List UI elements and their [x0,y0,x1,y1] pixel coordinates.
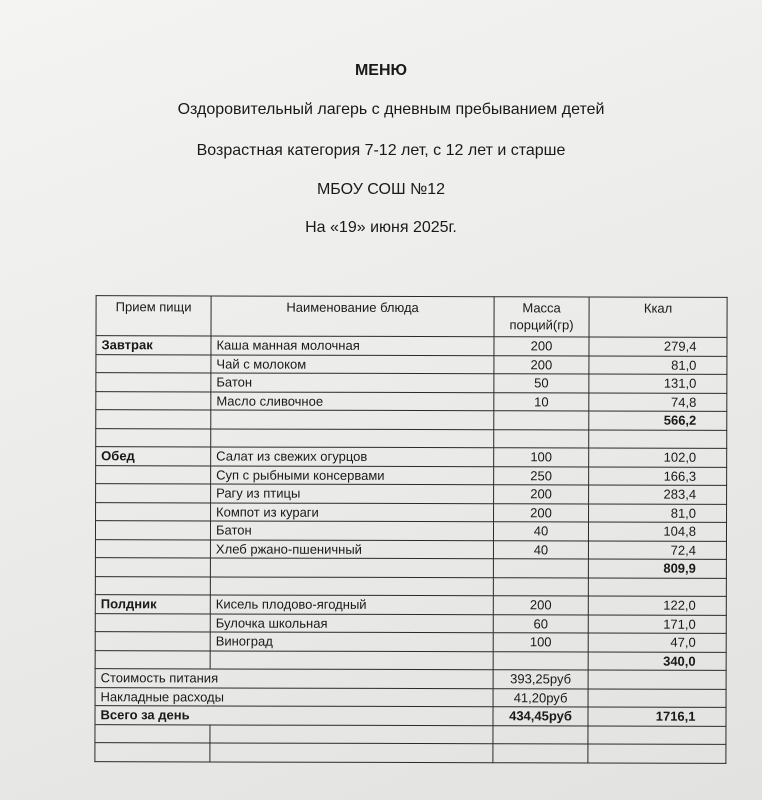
table-row [96,354,727,374]
kcal-cell: 102,0 [589,448,727,467]
mass-cell [493,651,588,670]
header-mass-line2: порций(гр) [509,317,574,333]
table-row [96,465,727,485]
kcal-cell: 81,0 [589,503,727,522]
table-total-row [95,650,726,670]
mass-cell [494,411,589,430]
summary-label: Накладные расходы [95,687,493,707]
meal-cell [96,465,211,484]
meal-cell [95,576,210,595]
meal-cell [95,613,210,632]
table-row [95,595,726,615]
mass-cell: 100 [493,633,588,652]
empty-cell [588,744,726,763]
meal-cell [96,354,211,373]
meal-cell [95,650,210,669]
mass-cell: 60 [493,614,588,633]
empty-cell [210,743,493,762]
kcal-cell: 47,0 [588,633,726,652]
summary-kcal [588,670,726,689]
kcal-cell: 166,3 [589,466,727,485]
summary-value: 434,45руб [493,707,588,726]
table-row [96,336,727,356]
empty-cell [210,724,493,743]
meal-cell [95,521,210,540]
summary-label: Всего за день [95,706,493,726]
kcal-cell [589,429,727,448]
summary-kcal [588,688,726,707]
summary-label: Стоимость питания [95,669,493,689]
kcal-cell: 340,0 [588,651,726,670]
empty-cell [493,725,588,744]
meal-cell [96,410,211,429]
meal-cell [95,539,210,558]
kcal-cell: 74,8 [589,392,727,411]
mass-cell: 200 [494,337,589,356]
dish-cell: Хлеб ржано-пшеничный [210,539,493,558]
mass-cell: 250 [494,466,589,485]
dish-cell: Каша манная молочная [211,336,494,355]
meal-cell [96,502,211,521]
kcal-cell [588,577,726,596]
table-spacer-row [95,724,726,744]
empty-cell [493,744,588,763]
table-row [95,521,726,541]
kcal-cell: 104,8 [588,522,726,541]
kcal-cell: 131,0 [589,374,727,393]
mass-cell: 40 [493,522,588,541]
mass-cell: 50 [494,374,589,393]
kcal-cell: 72,4 [588,540,726,559]
meal-cell [95,632,210,651]
header-mass-line1: Масса [522,300,561,316]
mass-cell: 200 [494,355,589,374]
dish-cell: Батон [210,521,493,540]
dish-cell: Суп с рыбными консервами [211,465,494,484]
meal-cell: Завтрак [96,336,211,355]
table-spacer-row [95,576,726,596]
summary-kcal: 1716,1 [588,707,726,726]
mass-cell [494,429,589,448]
empty-cell [95,743,210,762]
summary-value: 41,20руб [493,688,588,707]
summary-row [95,706,726,726]
header-dish: Наименование блюда [211,296,494,337]
table-row [95,632,726,652]
mass-cell: 200 [494,503,589,522]
table-row [96,391,727,411]
document-title: МЕНЮ [354,62,408,79]
mass-cell [493,577,588,596]
table-spacer-row [95,743,726,763]
empty-cell [588,725,726,744]
dish-cell [211,410,494,429]
empty-cell [95,724,210,743]
age-category: Возрастная категория 7-12 лет, с 12 лет и старше [196,142,566,159]
table-total-row [96,410,727,430]
mass-cell: 200 [494,485,589,504]
school-name: МБОУ СОШ №12 [316,181,446,198]
meal-cell [96,391,211,410]
dish-cell: Чай с молоком [211,354,494,373]
kcal-cell: 171,0 [588,614,726,633]
table-total-row [95,558,726,578]
mass-cell: 10 [494,392,589,411]
dish-cell [210,650,493,669]
meal-cell [96,428,211,447]
dish-cell: Рагу из птицы [211,484,494,503]
summary-row [95,669,726,689]
dish-cell: Масло сливочное [211,391,494,410]
meal-cell [95,558,210,577]
camp-name: Оздоровительный лагерь с дневным пребыванием детей [177,101,605,118]
menu-table [94,295,727,763]
table-row [96,484,727,504]
dish-cell [211,428,494,447]
kcal-cell: 809,9 [588,559,726,578]
mass-cell [493,559,588,578]
table-header-row [96,296,727,338]
kcal-cell: 279,4 [589,337,727,356]
dish-cell: Виноград [210,632,493,651]
kcal-cell: 81,0 [589,355,727,374]
summary-value: 393,25руб [493,670,588,689]
mass-cell: 200 [493,596,588,615]
dish-cell: Кисель плодово-ягодный [210,595,493,614]
menu-body [95,336,727,763]
summary-row [95,687,726,707]
meal-cell: Полдник [95,595,210,614]
table-spacer-row [96,428,727,448]
header-mass [494,297,589,337]
table-row [96,447,727,467]
dish-cell [210,558,493,577]
kcal-cell: 283,4 [589,485,727,504]
dish-cell: Булочка школьная [210,613,493,632]
dish-cell: Компот из кураги [211,502,494,521]
dish-cell: Салат из свежих огурцов [211,447,494,466]
mass-cell: 40 [493,540,588,559]
meal-cell [96,484,211,503]
kcal-cell: 566,2 [589,411,727,430]
header-meal: Прием пищи [96,296,211,336]
header-kcal: Ккал [589,297,727,337]
table-row [96,502,727,522]
table-row [95,613,726,633]
meal-cell [96,373,211,392]
table-row [96,373,727,393]
menu-date: На «19» июня 2025г. [305,219,457,236]
mass-cell: 100 [494,448,589,467]
dish-cell: Батон [211,373,494,392]
meal-cell: Обед [96,447,211,466]
dish-cell [210,576,493,595]
table-row [95,539,726,559]
kcal-cell: 122,0 [588,596,726,615]
